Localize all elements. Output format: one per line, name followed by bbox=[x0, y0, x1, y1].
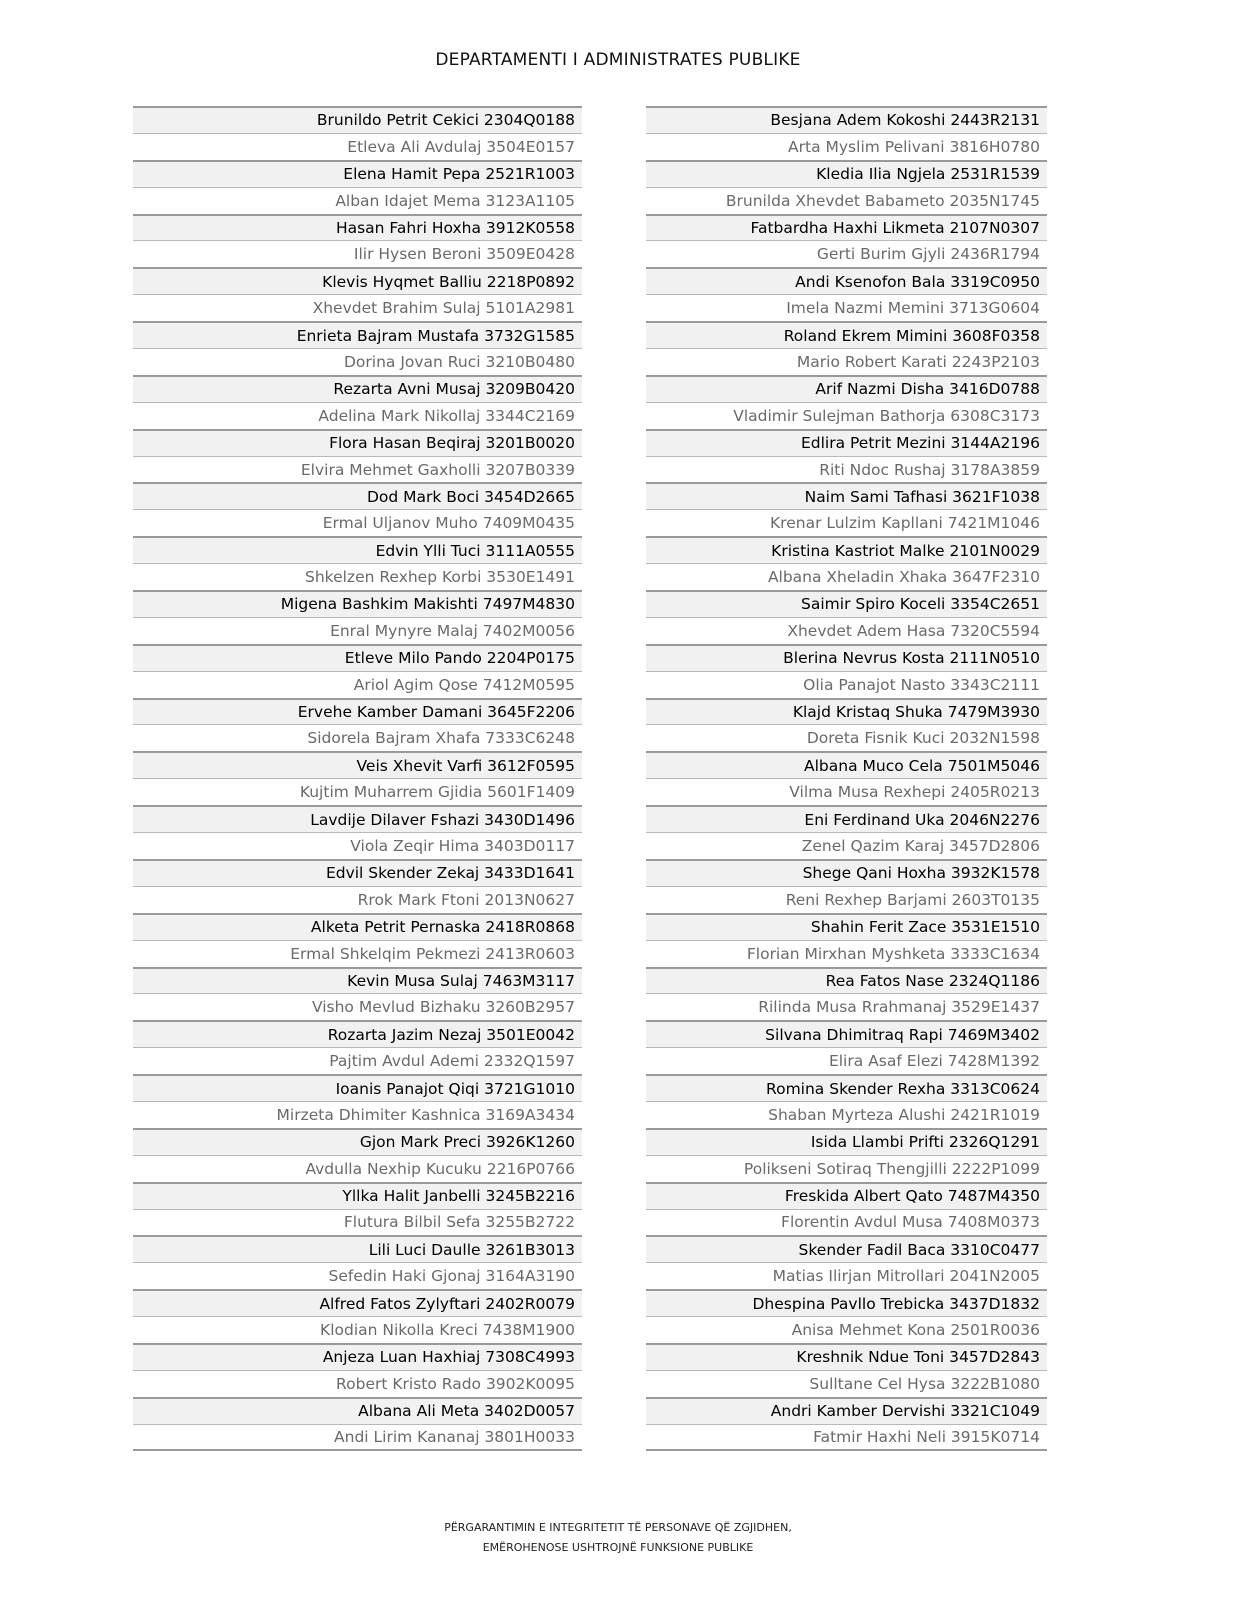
left-list-row: Ervehe Kamber Damani 3645F2206 bbox=[133, 698, 582, 725]
right-list-row: Anisa Mehmet Kona 2501R0036 bbox=[646, 1316, 1047, 1343]
left-list-row: Shkelzen Rexhep Korbi 3530E1491 bbox=[133, 563, 582, 590]
right-list-row: Andi Ksenofon Bala 3319C0950 bbox=[646, 267, 1047, 294]
left-list-row: Rozarta Jazim Nezaj 3501E0042 bbox=[133, 1020, 582, 1047]
left-list-row: Viola Zeqir Hima 3403D0117 bbox=[133, 832, 582, 859]
left-list-row: Alban Idajet Mema 3123A1105 bbox=[133, 187, 582, 214]
right-list-row: Edlira Petrit Mezini 3144A2196 bbox=[646, 429, 1047, 456]
left-list-row: Albana Ali Meta 3402D0057 bbox=[133, 1397, 582, 1424]
left-list-row: Avdulla Nexhip Kucuku 2216P0766 bbox=[133, 1155, 582, 1182]
right-list-row: Kristina Kastriot Malke 2101N0029 bbox=[646, 536, 1047, 563]
right-list-row: Vilma Musa Rexhepi 2405R0213 bbox=[646, 778, 1047, 805]
right-list-row: Shaban Myrteza Alushi 2421R1019 bbox=[646, 1101, 1047, 1128]
right-list-row: Shahin Ferit Zace 3531E1510 bbox=[646, 913, 1047, 940]
right-name-column bbox=[646, 106, 1047, 1451]
left-list-row: Elena Hamit Pepa 2521R1003 bbox=[133, 160, 582, 187]
left-list-row: Xhevdet Brahim Sulaj 5101A2981 bbox=[133, 294, 582, 321]
right-list-row: Andri Kamber Dervishi 3321C1049 bbox=[646, 1397, 1047, 1424]
right-list-row: Sulltane Cel Hysa 3222B1080 bbox=[646, 1370, 1047, 1397]
left-list-row: Ermal Shkelqim Pekmezi 2413R0603 bbox=[133, 940, 582, 967]
right-list-row: Gerti Burim Gjyli 2436R1794 bbox=[646, 240, 1047, 267]
right-list-row: Mario Robert Karati 2243P2103 bbox=[646, 348, 1047, 375]
left-list-row: Anjeza Luan Haxhiaj 7308C4993 bbox=[133, 1343, 582, 1370]
left-list-row: Etleve Milo Pando 2204P0175 bbox=[133, 644, 582, 671]
right-list-row: Silvana Dhimitraq Rapi 7469M3402 bbox=[646, 1020, 1047, 1047]
right-list-row: Polikseni Sotiraq Thengjilli 2222P1099 bbox=[646, 1155, 1047, 1182]
right-list-row: Florian Mirxhan Myshketa 3333C1634 bbox=[646, 940, 1047, 967]
right-list-row: Shege Qani Hoxha 3932K1578 bbox=[646, 859, 1047, 886]
left-list-row: Hasan Fahri Hoxha 3912K0558 bbox=[133, 214, 582, 241]
right-list-row: Zenel Qazim Karaj 3457D2806 bbox=[646, 832, 1047, 859]
footer-line-1: PËRGARANTIMIN E INTEGRITETIT TË PERSONAVE QË ZGJIDHEN, bbox=[444, 1521, 792, 1534]
right-list-row: Fatbardha Haxhi Likmeta 2107N0307 bbox=[646, 214, 1047, 241]
right-list-row: Albana Xheladin Xhaka 3647F2310 bbox=[646, 563, 1047, 590]
right-list-row: Xhevdet Adem Hasa 7320C5594 bbox=[646, 617, 1047, 644]
left-list-row: Elvira Mehmet Gaxholli 3207B0339 bbox=[133, 456, 582, 483]
left-list-row: Flutura Bilbil Sefa 3255B2722 bbox=[133, 1209, 582, 1236]
right-list-row: Naim Sami Tafhasi 3621F1038 bbox=[646, 482, 1047, 509]
left-list-row: Ilir Hysen Beroni 3509E0428 bbox=[133, 240, 582, 267]
right-list-row: Skender Fadil Baca 3310C0477 bbox=[646, 1235, 1047, 1262]
left-list-row: Yllka Halit Janbelli 3245B2216 bbox=[133, 1182, 582, 1209]
left-list-row: Etleva Ali Avdulaj 3504E0157 bbox=[133, 133, 582, 160]
left-list-row: Dod Mark Boci 3454D2665 bbox=[133, 482, 582, 509]
left-list-row: Kujtim Muharrem Gjidia 5601F1409 bbox=[133, 778, 582, 805]
right-list-row: Isida Llambi Prifti 2326Q1291 bbox=[646, 1128, 1047, 1155]
right-list-row: Arta Myslim Pelivani 3816H0780 bbox=[646, 133, 1047, 160]
right-list-row: Fatmir Haxhi Neli 3915K0714 bbox=[646, 1424, 1047, 1451]
right-list-row: Olia Panajot Nasto 3343C2111 bbox=[646, 671, 1047, 698]
left-list-row: Kevin Musa Sulaj 7463M3117 bbox=[133, 967, 582, 994]
page-footer bbox=[0, 1518, 1236, 1558]
right-list-row: Saimir Spiro Koceli 3354C2651 bbox=[646, 590, 1047, 617]
left-list-row: Enral Mynyre Malaj 7402M0056 bbox=[133, 617, 582, 644]
left-list-row: Flora Hasan Beqiraj 3201B0020 bbox=[133, 429, 582, 456]
left-list-row: Sidorela Bajram Xhafa 7333C6248 bbox=[133, 724, 582, 751]
left-list-row: Enrieta Bajram Mustafa 3732G1585 bbox=[133, 321, 582, 348]
left-list-row: Klodian Nikolla Kreci 7438M1900 bbox=[133, 1316, 582, 1343]
right-list-row: Florentin Avdul Musa 7408M0373 bbox=[646, 1209, 1047, 1236]
right-list-row: Vladimir Sulejman Bathorja 6308C3173 bbox=[646, 402, 1047, 429]
left-list-row: Rezarta Avni Musaj 3209B0420 bbox=[133, 375, 582, 402]
right-list-row: Dhespina Pavllo Trebicka 3437D1832 bbox=[646, 1289, 1047, 1316]
left-list-row: Lili Luci Daulle 3261B3013 bbox=[133, 1235, 582, 1262]
left-list-row: Edvil Skender Zekaj 3433D1641 bbox=[133, 859, 582, 886]
right-list-row: Romina Skender Rexha 3313C0624 bbox=[646, 1074, 1047, 1101]
right-list-row: Doreta Fisnik Kuci 2032N1598 bbox=[646, 724, 1047, 751]
right-list-row: Roland Ekrem Mimini 3608F0358 bbox=[646, 321, 1047, 348]
page-title: DEPARTAMENTI I ADMINISTRATES PUBLIKE bbox=[435, 50, 801, 70]
right-list-row: Freskida Albert Qato 7487M4350 bbox=[646, 1182, 1047, 1209]
right-list-row: Elira Asaf Elezi 7428M1392 bbox=[646, 1047, 1047, 1074]
left-list-row: Alketa Petrit Pernaska 2418R0868 bbox=[133, 913, 582, 940]
left-list-row: Mirzeta Dhimiter Kashnica 3169A3434 bbox=[133, 1101, 582, 1128]
left-list-row: Ermal Uljanov Muho 7409M0435 bbox=[133, 509, 582, 536]
right-list-row: Kledia Ilia Ngjela 2531R1539 bbox=[646, 160, 1047, 187]
left-list-row: Brunildo Petrit Cekici 2304Q0188 bbox=[133, 106, 582, 133]
footer-line-2: EMËROHENOSE USHTROJNË FUNKSIONE PUBLIKE bbox=[482, 1541, 754, 1554]
left-list-row: Andi Lirim Kananaj 3801H0033 bbox=[133, 1424, 582, 1451]
right-list-row: Reni Rexhep Barjami 2603T0135 bbox=[646, 886, 1047, 913]
right-list-row: Rilinda Musa Rrahmanaj 3529E1437 bbox=[646, 993, 1047, 1020]
left-list-row: Migena Bashkim Makishti 7497M4830 bbox=[133, 590, 582, 617]
right-list-row: Eni Ferdinand Uka 2046N2276 bbox=[646, 805, 1047, 832]
right-list-row: Kreshnik Ndue Toni 3457D2843 bbox=[646, 1343, 1047, 1370]
right-list-row: Rea Fatos Nase 2324Q1186 bbox=[646, 967, 1047, 994]
left-list-row: Lavdije Dilaver Fshazi 3430D1496 bbox=[133, 805, 582, 832]
right-list-row: Besjana Adem Kokoshi 2443R2131 bbox=[646, 106, 1047, 133]
left-list-row: Pajtim Avdul Ademi 2332Q1597 bbox=[133, 1047, 582, 1074]
left-list-row: Edvin Ylli Tuci 3111A0555 bbox=[133, 536, 582, 563]
left-list-row: Ariol Agim Qose 7412M0595 bbox=[133, 671, 582, 698]
left-list-row: Dorina Jovan Ruci 3210B0480 bbox=[133, 348, 582, 375]
left-list-row: Veis Xhevit Varfi 3612F0595 bbox=[133, 751, 582, 778]
left-list-row: Visho Mevlud Bizhaku 3260B2957 bbox=[133, 993, 582, 1020]
left-list-row: Robert Kristo Rado 3902K0095 bbox=[133, 1370, 582, 1397]
left-list-row: Adelina Mark Nikollaj 3344C2169 bbox=[133, 402, 582, 429]
right-list-row: Arif Nazmi Disha 3416D0788 bbox=[646, 375, 1047, 402]
left-list-row: Sefedin Haki Gjonaj 3164A3190 bbox=[133, 1262, 582, 1289]
left-list-row: Gjon Mark Preci 3926K1260 bbox=[133, 1128, 582, 1155]
right-list-row: Riti Ndoc Rushaj 3178A3859 bbox=[646, 456, 1047, 483]
left-list-row: Rrok Mark Ftoni 2013N0627 bbox=[133, 886, 582, 913]
right-list-row: Klajd Kristaq Shuka 7479M3930 bbox=[646, 698, 1047, 725]
left-list-row: Ioanis Panajot Qiqi 3721G1010 bbox=[133, 1074, 582, 1101]
left-name-column bbox=[133, 106, 582, 1451]
right-list-row: Krenar Lulzim Kapllani 7421M1046 bbox=[646, 509, 1047, 536]
right-list-row: Matias Ilirjan Mitrollari 2041N2005 bbox=[646, 1262, 1047, 1289]
right-list-row: Blerina Nevrus Kosta 2111N0510 bbox=[646, 644, 1047, 671]
left-list-row: Alfred Fatos Zylyftari 2402R0079 bbox=[133, 1289, 582, 1316]
right-list-row: Imela Nazmi Memini 3713G0604 bbox=[646, 294, 1047, 321]
left-list-row: Klevis Hyqmet Balliu 2218P0892 bbox=[133, 267, 582, 294]
right-list-row: Brunilda Xhevdet Babameto 2035N1745 bbox=[646, 187, 1047, 214]
right-list-row: Albana Muco Cela 7501M5046 bbox=[646, 751, 1047, 778]
